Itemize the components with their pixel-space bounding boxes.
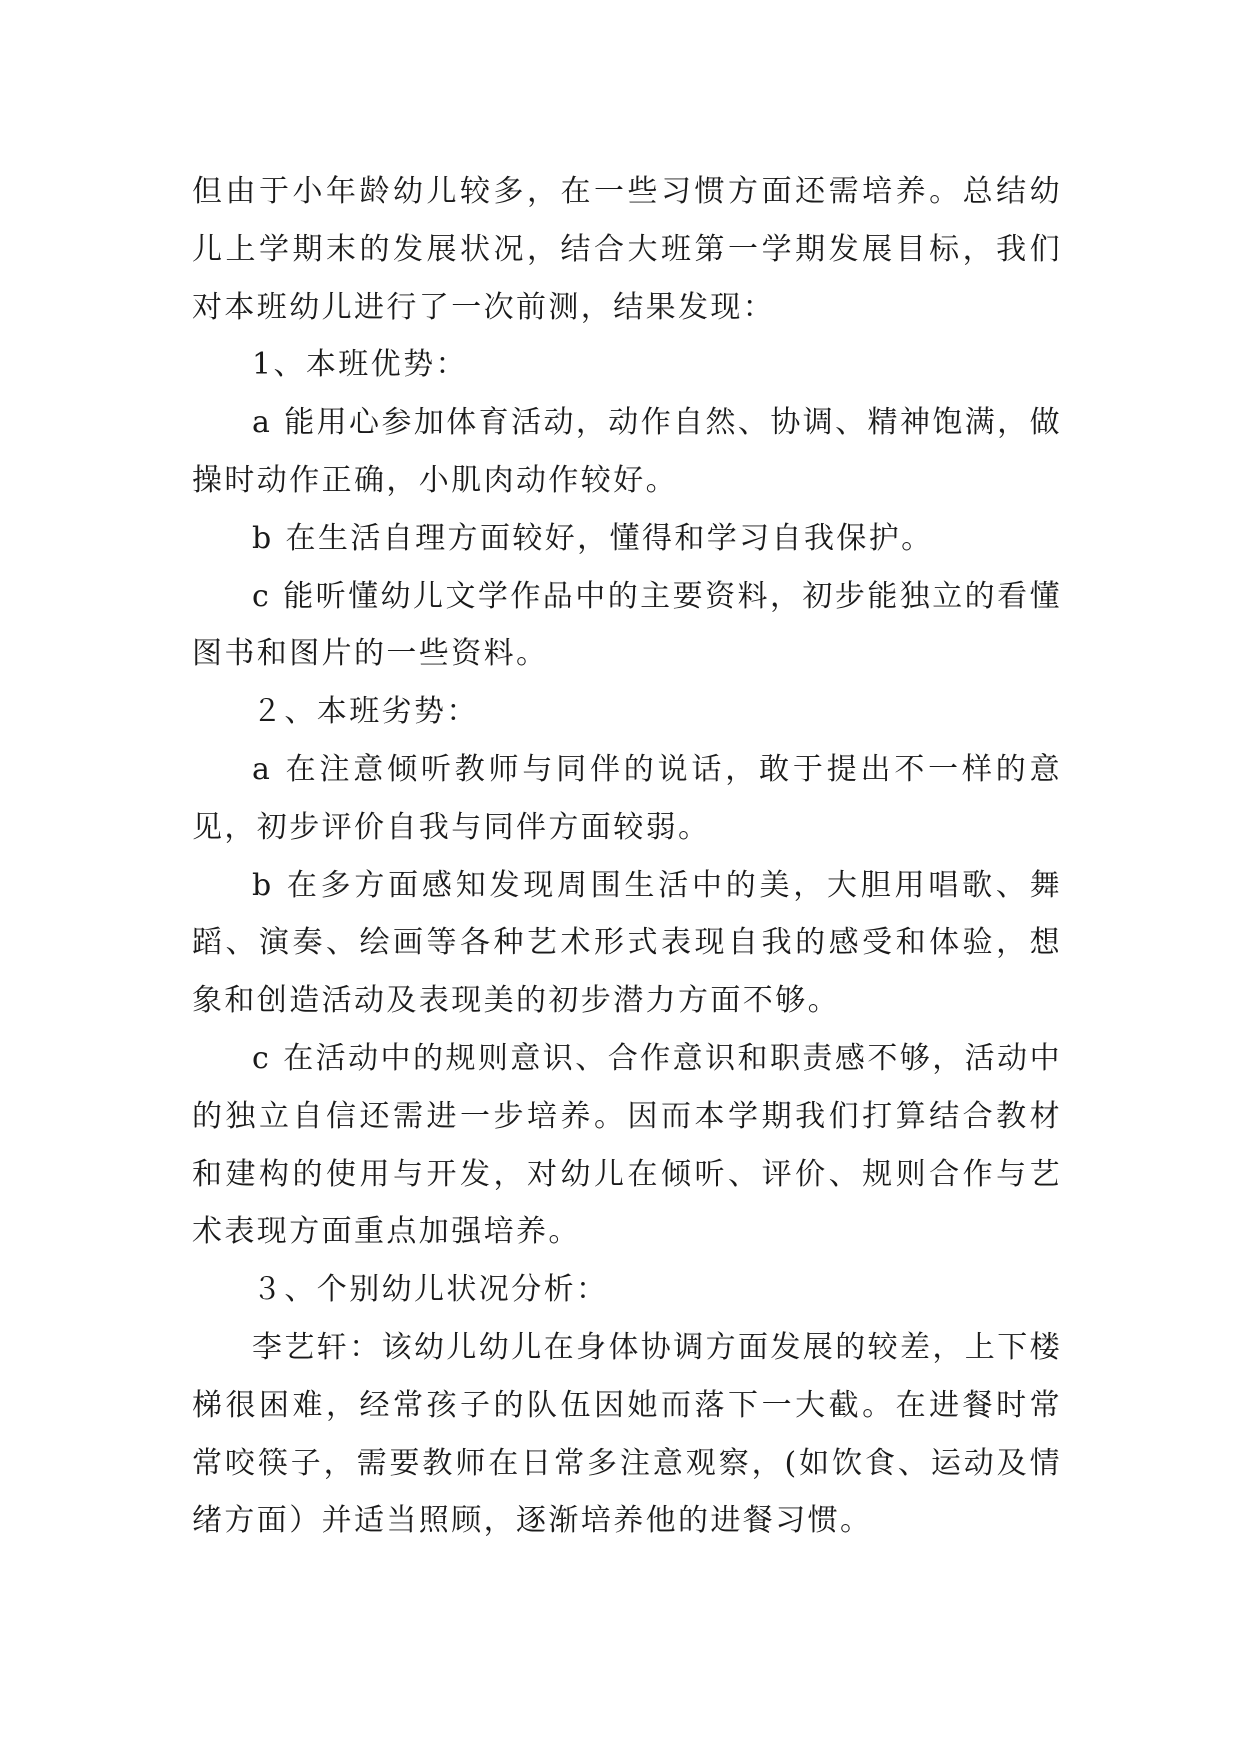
body-paragraph-continued: 但由于小年龄幼儿较多，在一些习惯方面还需培养。总结幼儿上学期末的发展状况，结合大班第一学期发展目标，我们对本班幼儿进行了一次前测，结果发现： — [192, 174, 1062, 325]
disadvantage-item-c: c 在活动中的规则意识、合作意识和职责感不够，活动中的独立自信还需进一步培养。因而本学期我们打算结合教材和建构的使用与开发，对幼儿在倾听、评价、规则合作与艺术表现方面重点加强培养。 — [192, 1040, 1062, 1250]
disadvantage-item-a: a 在注意倾听教师与同伴的说话，敢于提出不一样的意见，初步评价自我与同伴方面较弱。 — [192, 751, 1062, 845]
section-heading-individual-analysis: ３、个别幼儿状况分析： — [252, 1272, 609, 1308]
individual-analysis-paragraph: 李艺轩：该幼儿幼儿在身体协调方面发展的较差，上下楼梯很困难，经常孩子的队伍因她而落下一大截。在进餐时常常咬筷子，需要教师在日常多注意观察，(如饮食、运动及情绪方面）并适当照顾，逐渐培养他的进餐习惯。 — [192, 1329, 1062, 1539]
advantage-item-c: c 能听懂幼儿文学作品中的主要资料，初步能独立的看懂图书和图片的一些资料。 — [192, 578, 1062, 672]
advantage-item-a: a 能用心参加体育活动，动作自然、协调、精神饱满，做操时动作正确，小肌肉动作较好。 — [192, 405, 1062, 498]
section-heading-disadvantages: ２、本班劣势： — [252, 694, 479, 730]
section-heading-advantages: 1、本班优势： — [252, 347, 468, 383]
advantage-item-b: b 在生活自理方面较好，懂得和学习自我保护。 — [252, 520, 934, 556]
document-body — [192, 163, 1062, 1550]
disadvantage-item-b: b 在多方面感知发现周围生活中的美，大胆用唱歌、舞蹈、演奏、绘画等各种艺术形式表现自我的感受和体验，想象和创造活动及表现美的初步潜力方面不够。 — [192, 867, 1062, 1019]
